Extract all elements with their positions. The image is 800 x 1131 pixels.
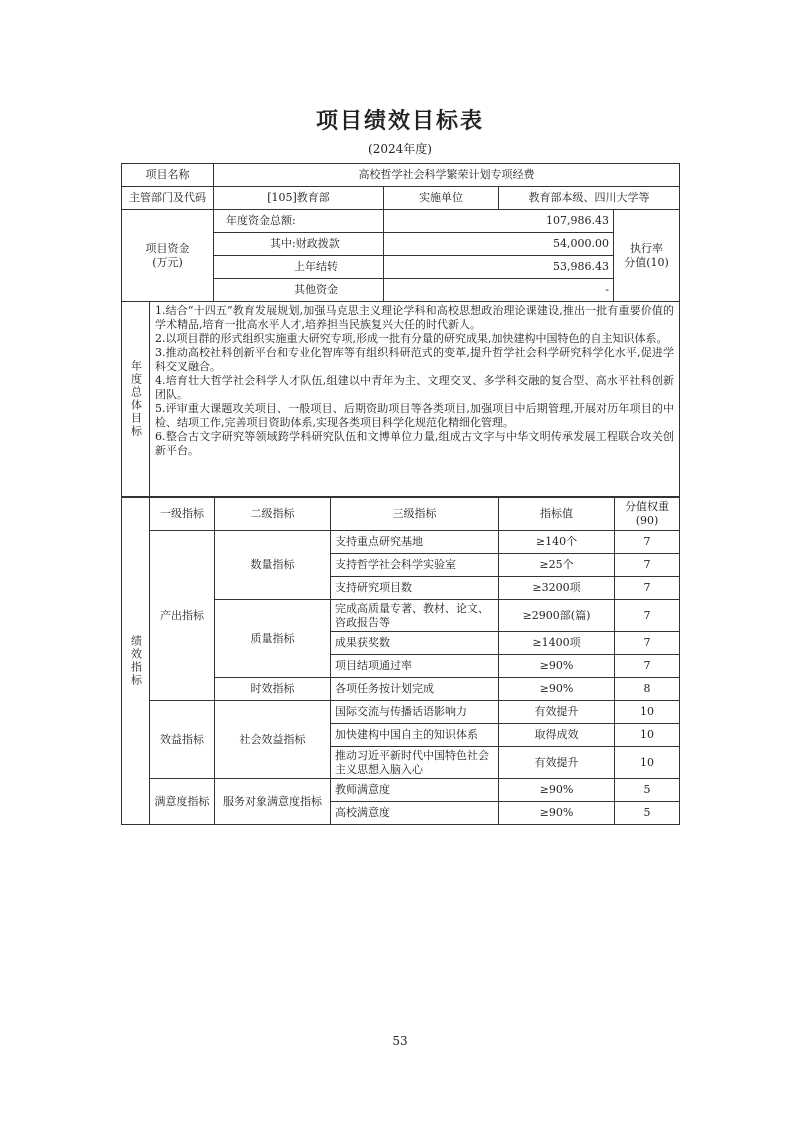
indicator-name: 教师满意度 xyxy=(331,779,499,802)
indicator-value: ≥3200项 xyxy=(499,577,615,600)
other-funds-label: 其他资金 xyxy=(214,279,384,302)
subgroup-quality: 质量指标 xyxy=(215,600,331,678)
indicator-name: 成果获奖数 xyxy=(331,632,499,655)
fiscal-label: 其中:财政拨款 xyxy=(214,233,384,256)
indicator-weight: 7 xyxy=(615,554,680,577)
indicator-weight: 8 xyxy=(615,678,680,701)
indicator-name: 各项任务按计划完成 xyxy=(331,678,499,701)
indicator-value: ≥90% xyxy=(499,655,615,678)
exec-rate-label: 执行率 分值(10) xyxy=(614,210,680,302)
indicator-value: ≥25个 xyxy=(499,554,615,577)
indicator-weight: 7 xyxy=(615,632,680,655)
subgroup-social: 社会效益指标 xyxy=(215,701,331,779)
indicator-weight: 7 xyxy=(615,655,680,678)
indicator-weight: 5 xyxy=(615,802,680,825)
indicator-weight: 7 xyxy=(615,600,680,632)
header-l1: 一级指标 xyxy=(150,498,215,531)
goal-item: 2.以项目群的形式组织实施重大研究专项,形成一批有分量的研究成果,加快建构中国特色的自主知识体系。 xyxy=(155,332,668,345)
group-benefit: 效益指标 xyxy=(150,701,215,779)
indicator-weight: 10 xyxy=(615,747,680,779)
indicator-weight: 7 xyxy=(615,577,680,600)
indicator-value: 取得成效 xyxy=(499,724,615,747)
annual-total-value: 107,986.43 xyxy=(384,210,614,233)
header-value: 指标值 xyxy=(499,498,615,531)
indicator-name: 项目结项通过率 xyxy=(331,655,499,678)
indicator-value: 有效提升 xyxy=(499,701,615,724)
year-label: (2024年度) xyxy=(368,142,432,156)
project-name-value: 高校哲学社会科学繁荣计划专项经费 xyxy=(214,164,680,187)
impl-value: 教育部本级、四川大学等 xyxy=(499,187,680,210)
indicator-value: ≥1400项 xyxy=(499,632,615,655)
indicator-weight: 5 xyxy=(615,779,680,802)
header-l3: 三级指标 xyxy=(331,498,499,531)
indicator-value: ≥90% xyxy=(499,802,615,825)
group-output: 产出指标 xyxy=(150,531,215,701)
indicator-value: ≥90% xyxy=(499,678,615,701)
indicator-name: 支持研究项目数 xyxy=(331,577,499,600)
indicators-table xyxy=(121,497,680,825)
goal-item: 6.整合古文字研究等领域跨学科研究队伍和文博单位力量,组成古文字与中华文明传承发展工程联合攻关创新平台。 xyxy=(155,430,674,457)
dept-value: [105]教育部 xyxy=(214,187,384,210)
indicator-name: 国际交流与传播话语影响力 xyxy=(331,701,499,724)
project-name-label: 项目名称 xyxy=(122,164,214,187)
indicator-weight: 7 xyxy=(615,531,680,554)
page-number: 53 xyxy=(392,1034,408,1048)
goal-item: 1.结合“十四五”教育发展规划,加强马克思主义理论学科和高校思想政治理论课建设,推出一批有重要价值的学术精品,培育一批高水平人才,培养担当民族复兴大任的时代新人。 xyxy=(155,304,674,331)
dept-label: 主管部门及代码 xyxy=(122,187,214,210)
fiscal-value: 54,000.00 xyxy=(384,233,614,256)
goal-item: 5.评审重大课题攻关项目、一般项目、后期资助项目等各类项目,加强项目中后期管理,开展对历年项目的中检、结项工作,完善项目资助体系,实现各类项目科学化规范化精细化管理。 xyxy=(155,402,674,429)
goal-item: 4.培育壮大哲学社会科学人才队伍,组建以中青年为主、文理交叉、多学科交融的复合型、高水平社科创新团队。 xyxy=(155,374,674,401)
impl-label: 实施单位 xyxy=(384,187,499,210)
project-info-table xyxy=(121,163,680,497)
indicator-name: 完成高质量专著、教材、论文、咨政报告等 xyxy=(331,600,499,632)
subgroup-service: 服务对象满意度指标 xyxy=(215,779,331,825)
carryover-value: 53,986.43 xyxy=(384,256,614,279)
page-title: 项目绩效目标表 xyxy=(315,109,484,134)
indicator-name: 加快建构中国自主的知识体系 xyxy=(331,724,499,747)
header-weight: 分值权重 (90) xyxy=(615,498,680,531)
subgroup-quantity: 数量指标 xyxy=(215,531,331,600)
annual-total-label: 年度资金总额: xyxy=(214,210,384,233)
annual-goals-label: 年度总体目标 xyxy=(122,302,150,497)
indicator-name: 高校满意度 xyxy=(331,802,499,825)
other-funds-value: - xyxy=(384,279,614,302)
header-l2: 二级指标 xyxy=(215,498,331,531)
indicator-name: 支持哲学社会科学实验室 xyxy=(331,554,499,577)
indicator-weight: 10 xyxy=(615,701,680,724)
annual-goals-text xyxy=(150,302,680,497)
indicator-value: ≥90% xyxy=(499,779,615,802)
indicator-value: ≥140个 xyxy=(499,531,615,554)
indicator-value: ≥2900部(篇) xyxy=(499,600,615,632)
goal-item: 3.推动高校社科创新平台和专业化智库等有组织科研范式的变革,提升哲学社会科学研究科学化水平,促进学科交叉融合。 xyxy=(155,346,674,373)
subgroup-timeliness: 时效指标 xyxy=(215,678,331,701)
indicator-weight: 10 xyxy=(615,724,680,747)
indicators-section-label: 绩效指标 xyxy=(122,498,150,825)
indicator-value: 有效提升 xyxy=(499,747,615,779)
group-satisfaction: 满意度指标 xyxy=(150,779,215,825)
funds-label: 项目资金 (万元) xyxy=(122,210,214,302)
carryover-label: 上年结转 xyxy=(214,256,384,279)
indicator-name: 支持重点研究基地 xyxy=(331,531,499,554)
indicator-name: 推动习近平新时代中国特色社会主义思想入脑入心 xyxy=(331,747,499,779)
